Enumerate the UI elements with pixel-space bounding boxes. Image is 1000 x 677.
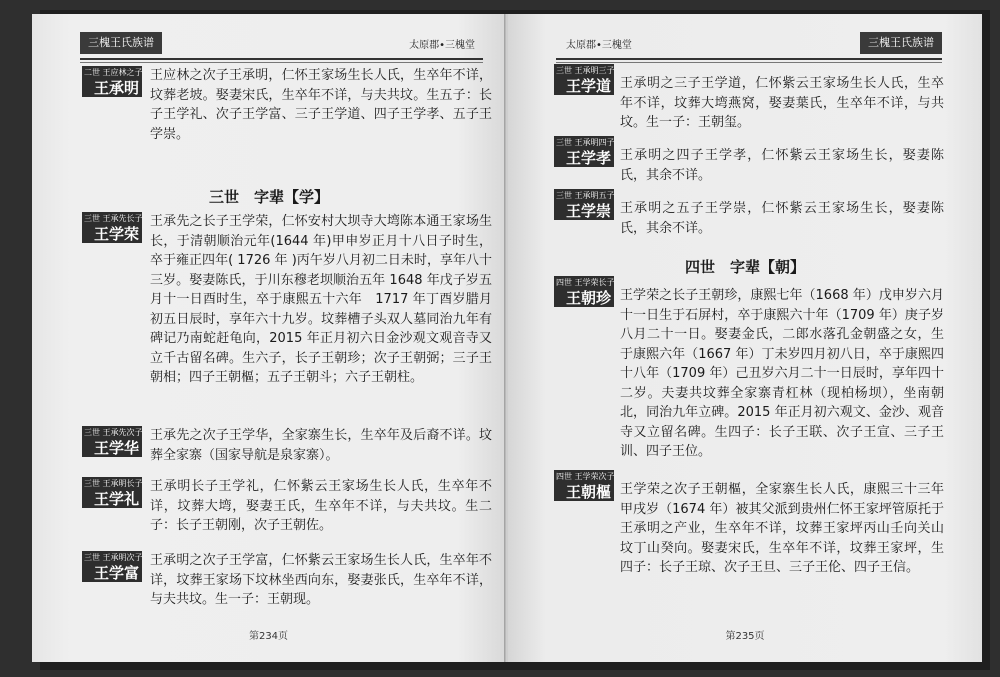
generation-tag: 三世 王承先次子 xyxy=(84,428,143,437)
right-page xyxy=(508,14,982,662)
entry-text: 王承明长子王学礼，仁怀紫云王家场生长人氏，生卒年不详，坟葬大塆，娶妻王氏，生卒年不详，与夫共坟。生二子：长子王朝刚，次子王朝佐。 xyxy=(150,479,492,533)
genealogy-entry xyxy=(554,64,944,133)
generation-tag: 三世 王承先长子 xyxy=(84,214,143,223)
person-name: 王承明 xyxy=(93,79,139,97)
generation-tag: 三世 王承明五子 xyxy=(556,191,615,200)
section-title: 四世 字辈【朝】 xyxy=(684,258,805,276)
entry-text: 王应林之次子王承明，仁怀王家场生长人氏，生卒年不详，坟葬老坡。娶妻宋氏，生卒年不详，与夫共坟。生五子：长子王学礼、次子王学富、三子王学道、四子王学孝、五子王学崇。 xyxy=(150,68,492,142)
genealogy-entry xyxy=(82,66,492,144)
right-page-header xyxy=(556,32,942,54)
entry-text: 王承明之五子王学崇，仁怀紫云王家场生长，娶妻陈氏，其余不详。 xyxy=(620,201,944,236)
generation-tag: 四世 王学荣长子 xyxy=(556,278,615,287)
left-header-motto: 太原郡•三槐堂 xyxy=(409,40,475,51)
person-label xyxy=(554,64,614,95)
genealogy-entry xyxy=(82,212,492,388)
person-name: 王学荣 xyxy=(93,225,139,243)
generation-tag: 四世 王学荣次子 xyxy=(556,472,615,481)
genealogy-entry xyxy=(554,189,944,238)
entry-text: 王学荣之次子王朝樞，全家寨生长人氏，康熙三十三年甲戌岁（1674 年）被其父派到贵州仁怀王家坪管原托于王承明之产业，生卒年不详，坟葬王家坪丙山壬向关山坟丁山癸向。娶妻宋氏，生卒年不详，坟葬王家坪，生四子：长子王琼、次子王旦、三子王伦、四子王信。 xyxy=(620,482,944,575)
person-name: 王朝樞 xyxy=(565,483,611,501)
generation-tag: 三世 王承明次子 xyxy=(84,553,143,562)
genealogy-entry xyxy=(82,426,492,465)
person-label xyxy=(82,477,142,508)
person-label xyxy=(82,426,142,457)
generation-tag: 二世 王应林之子 xyxy=(84,68,143,77)
person-label xyxy=(82,212,142,243)
left-header-title: 三槐王氏族谱 xyxy=(80,32,162,54)
generation-tag: 三世 王承明四子 xyxy=(556,138,615,147)
header-rule xyxy=(80,58,483,60)
genealogy-entry xyxy=(82,477,492,536)
genealogy-entry xyxy=(554,470,944,578)
person-name: 王学华 xyxy=(93,439,139,457)
person-label xyxy=(554,276,614,307)
person-label xyxy=(82,551,142,582)
person-label xyxy=(554,470,614,501)
person-name: 王学道 xyxy=(565,77,611,95)
person-label xyxy=(554,136,614,167)
entry-text: 王承明之次子王学富，仁怀紫云王家场生长人氏，生卒年不详，坟葬王家场下坟林坐西向东，娶妻张氏，生卒年不详，与夫共坟。生一子：王朝现。 xyxy=(150,553,492,607)
person-name: 王学礼 xyxy=(93,490,139,508)
person-name: 王学孝 xyxy=(565,149,611,167)
person-name: 王学富 xyxy=(93,564,139,582)
person-name: 王朝珍 xyxy=(565,289,611,307)
person-label xyxy=(82,66,142,97)
page-number: 第235页 xyxy=(725,631,765,642)
genealogy-entry xyxy=(82,551,492,610)
section-title: 三世 字辈【学】 xyxy=(208,188,329,206)
left-page xyxy=(32,14,506,662)
left-page-header xyxy=(80,32,483,54)
entry-text: 王承明之四子王学孝，仁怀紫云王家场生长，娶妻陈氏，其余不详。 xyxy=(620,148,944,183)
genealogy-entry xyxy=(554,276,944,462)
page-number: 第234页 xyxy=(248,631,289,642)
entry-text: 王学荣之长子王朝珍，康熙七年（1668 年）戊申岁六月十一日生于石屏村，卒于康熙六十年（1709 年）庚子岁八月二十一日。娶妻金氏，二郎水落孔金朝盛之女，生于康熙六年（1667 年）丁未岁四月初八日，卒于康熙四十八年（1709 年）己丑岁六月二十一日辰时，享年四十二岁。夫妻共坟葬全家寨青杠林（现柏杨坝），坐南朝北，同治九年立碑。2015 年正月初六观文、金沙、观音寺又立留名碑。生四子：长子王联、次子王宣、三子王训、四子王位。 xyxy=(620,288,944,459)
generation-tag: 三世 王承明三子 xyxy=(556,66,615,75)
entry-text: 王承先之长子王学荣，仁怀安村大坝寺大塆陈本通王家场生长，于清朝顺治元年(1644 年)甲申岁正月十八日子时生，卒于雍正四年( 1726 年 )丙午岁八月初二日未时，享年八十三岁。娶妻陈氏，于川东穆老坝顺治五年 1648 年戊子岁五月十一日酉时生，卒于康熙五十六年 1717 年丁酉岁腊月初五日辰时，享年六十九岁。坟葬槽子头双人墓同治九年有碑记乃南蛇赶龟向，2015 年正月初六日金沙观文观音寺又立千古留名碑。生六子，长子王朝珍；次子王朝弼；三子王朝相；四子王朝樞；五子王朝斗；六子王朝柱。 xyxy=(150,214,492,385)
header-rule-thin xyxy=(556,62,942,63)
header-rule-thin xyxy=(80,62,483,63)
right-header-title: 三槐王氏族谱 xyxy=(860,32,942,54)
entry-text: 王承先之次子王学华，全家寨生长，生卒年及后裔不详。坟葬全家寨（国家导航是泉家寨）。 xyxy=(150,428,492,463)
generation-tag: 三世 王承明长子 xyxy=(84,479,143,488)
right-header-motto: 太原郡•三槐堂 xyxy=(566,40,632,51)
header-rule xyxy=(556,58,942,60)
genealogy-entry xyxy=(554,136,944,185)
entry-text: 王承明之三子王学道，仁怀紫云王家场生长人氏，生卒年不详，坟葬大塆燕窝，娶妻葉氏，生卒年不详，与共坟。生一子：王朝玺。 xyxy=(620,76,944,130)
person-label xyxy=(554,189,614,220)
person-name: 王学崇 xyxy=(565,202,611,220)
